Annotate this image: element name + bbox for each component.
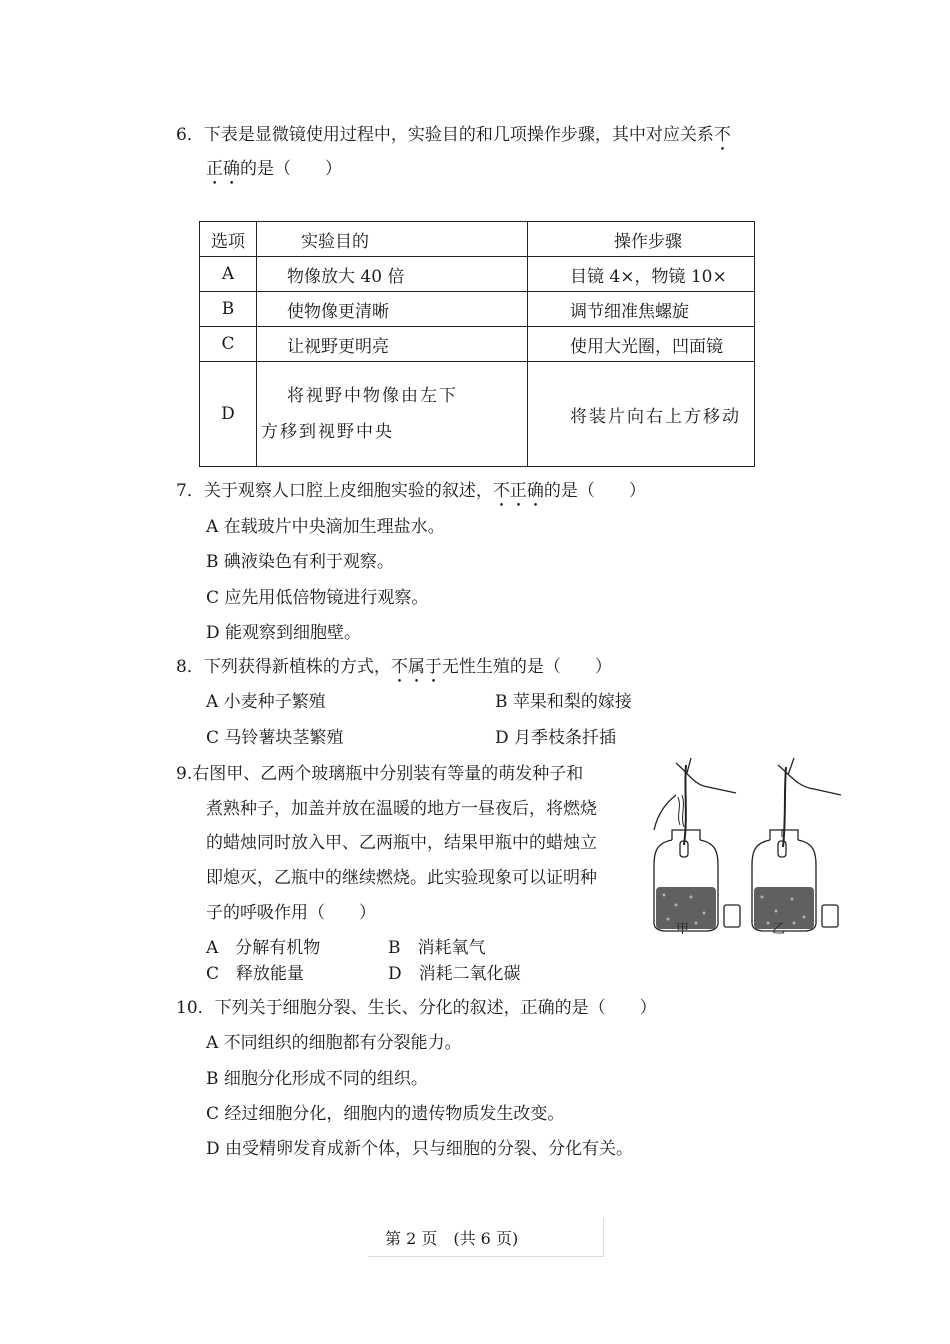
q7-stem: 7．关于观察人口腔上皮细胞实验的叙述，不正确的是（ ） (176, 481, 646, 501)
header-step: 操作步骤 (528, 222, 755, 257)
row-purpose: 让视野更明亮 (257, 327, 528, 362)
row-purpose (257, 362, 528, 467)
row-step: 使用大光圈，凹面镜 (528, 327, 755, 362)
q8-option-a: A 小麦种子繁殖 (206, 692, 326, 712)
q9-stem-line4: 即熄灭，乙瓶中的继续燃烧。此实验现象可以证明种 (206, 868, 597, 888)
row-step: 调节细准焦螺旋 (528, 292, 755, 327)
q8-option-b: B 苹果和梨的嫁接 (495, 692, 632, 712)
page-number: 第 2 页 (共 6 页) (385, 1229, 519, 1248)
q7-option-c: C 应先用低倍物镜进行观察。 (206, 588, 429, 608)
row-step: 将装片向右上方移动 (528, 362, 755, 467)
q6-stem-line1: 6．下表是显微镜使用过程中，实验目的和几项操作步骤，其中对应关系不 (176, 125, 731, 145)
q7-option-d: D 能观察到细胞壁。 (206, 623, 362, 643)
q9-option-a: A 分解有机物 (206, 938, 321, 958)
q8-option-d: D 月季枝条扦插 (495, 728, 617, 748)
q10-option-a: A 不同组织的细胞都有分裂能力。 (206, 1033, 462, 1053)
q10-option-d: D 由受精卵发育成新个体，只与细胞的分裂、分化有关。 (206, 1139, 634, 1159)
figure-label-jia: 甲 (676, 922, 690, 937)
q9-stem-line3: 的蜡烛同时放入甲、乙两瓶中，结果甲瓶中的蜡烛立 (206, 833, 597, 853)
row-option: B (200, 292, 257, 327)
row-purpose: 物像放大 40 倍 (257, 257, 528, 292)
row-option: D (200, 362, 257, 467)
q10-option-c: C 经过细胞分化，细胞内的遗传物质发生改变。 (206, 1104, 565, 1124)
row-step: 目镜 4×，物镜 10× (528, 257, 755, 292)
q6-table (199, 221, 755, 467)
header-purpose: 实验目的 (257, 222, 528, 257)
table-row (200, 327, 755, 362)
q7-option-b: B 碘液染色有利于观察。 (206, 552, 394, 572)
q6-stem-line2: 正确的是（ ） (206, 159, 342, 179)
q9-stem-line2: 煮熟种子，加盖并放在温暖的地方一昼夜后，将燃烧 (206, 799, 597, 819)
q10-option-b: B 细胞分化形成不同的组织。 (206, 1069, 428, 1089)
jar-experiment-figure (646, 755, 846, 945)
figure-label-yi: 乙 (772, 922, 786, 937)
table-row (200, 257, 755, 292)
row-option: C (200, 327, 257, 362)
table-row (200, 362, 755, 467)
q8-option-c: C 马铃薯块茎繁殖 (206, 728, 344, 748)
q9-stem-line5: 子的呼吸作用（ ） (206, 903, 376, 923)
q9-option-b: B 消耗氧气 (388, 938, 486, 958)
q8-stem: 8．下列获得新植株的方式，不属于无性生殖的是（ ） (176, 657, 612, 677)
q10-stem: 10．下列关于细胞分裂、生长、分化的叙述，正确的是（ ） (176, 998, 657, 1018)
header-option: 选项 (200, 222, 257, 257)
row-option: A (200, 257, 257, 292)
q9-option-c: C 释放能量 (206, 964, 305, 984)
q9-option-d: D 消耗二氧化碳 (388, 964, 521, 984)
q9-stem-line1: 9.右图甲、乙两个玻璃瓶中分别装有等量的萌发种子和 (176, 764, 584, 784)
q7-option-a: A 在载玻片中央滴加生理盐水。 (206, 517, 445, 537)
row-purpose-line1: 将视野中物像由左下 (287, 386, 458, 406)
row-purpose: 使物像更清晰 (257, 292, 528, 327)
row-purpose-line2: 方移到视野中央 (261, 422, 394, 442)
table-row (200, 292, 755, 327)
table-header-row (200, 222, 755, 257)
